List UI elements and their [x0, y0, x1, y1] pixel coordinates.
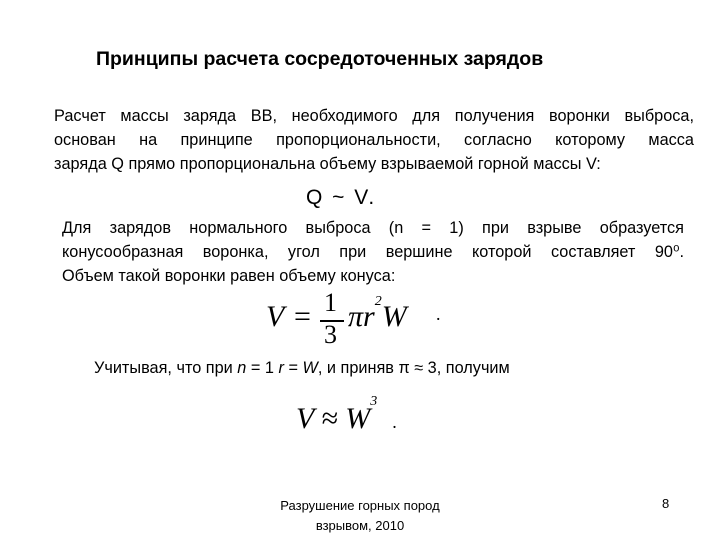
paragraph-line: конусообразная воронка, угол при вершине которой составляет 90⁰.	[62, 243, 684, 261]
fraction-denominator: 3	[324, 320, 337, 349]
paragraph-normal-blast	[62, 216, 684, 288]
formula-final-exponent: 3	[370, 394, 378, 409]
formula-rhs	[348, 294, 407, 334]
formula-final	[296, 394, 397, 436]
page-number: 8	[662, 496, 670, 511]
formula-period: .	[436, 304, 441, 324]
formula-equals: =	[294, 300, 311, 333]
variable-n: n	[237, 359, 247, 377]
text-fragment: , и приняв π ≈ 3, получим	[317, 359, 510, 377]
paragraph-line: заряда Q прямо пропорциональна объему взрываемой горной массы V:	[54, 155, 601, 173]
formula-final-body: V ≈ W	[296, 402, 371, 435]
text-fragment: =	[283, 359, 303, 377]
formula-exponent: 2	[374, 294, 382, 309]
footer-line: взрывом, 2010	[315, 518, 405, 533]
formula-cone-volume	[266, 290, 466, 352]
paragraph-line: основан на принципе пропорциональности, согласно которому масса	[54, 131, 694, 149]
paragraph-line: Объем такой воронки равен объему конуса:	[62, 267, 396, 285]
formula-lhs: V	[266, 300, 285, 333]
text-substitution	[94, 359, 510, 378]
fraction-numerator: 1	[324, 288, 337, 317]
variable-r: r	[278, 359, 284, 377]
paragraph-line: Расчет массы заряда ВВ, необходимого для получения воронки выброса,	[54, 107, 694, 125]
variable-w: W	[302, 359, 318, 377]
paragraph-line: Для зарядов нормального выброса (n = 1) при взрыве образуется	[62, 219, 684, 237]
paragraph-mass-calculation	[54, 104, 694, 176]
slide-title: Принципы расчета сосредоточенных зарядов	[96, 48, 544, 70]
footer-line: Разрушение горных пород	[280, 498, 440, 513]
text-fragment: Учитывая, что при	[94, 359, 238, 377]
text-fragment: = 1	[246, 359, 279, 377]
slide-footer	[250, 496, 470, 536]
formula-pi-r: πr	[348, 300, 375, 333]
formula-proportionality: Q ~ V.	[306, 186, 377, 209]
formula-period: .	[392, 412, 397, 432]
formula-w: W	[381, 300, 407, 333]
